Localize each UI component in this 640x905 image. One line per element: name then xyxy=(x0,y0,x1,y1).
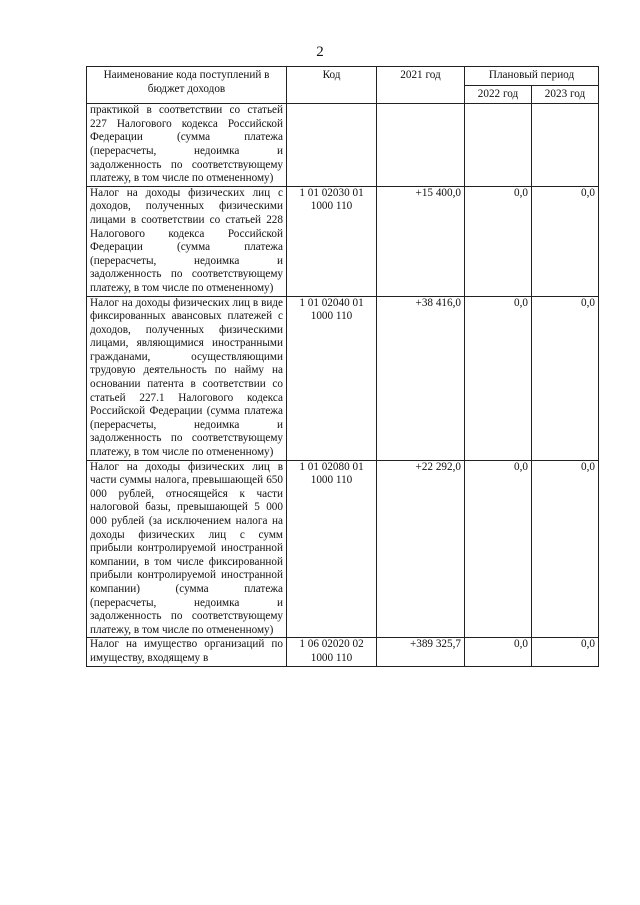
row-value-2022: 0,0 xyxy=(465,186,532,296)
row-value-2021: +389 325,7 xyxy=(377,638,465,666)
row-value-2021 xyxy=(377,104,465,187)
row-code: 1 01 02030 01 1000 110 xyxy=(287,186,377,296)
row-value-2023: 0,0 xyxy=(532,296,599,460)
header-name: Наименование кода поступлений в бюджет доходов xyxy=(87,67,287,104)
row-name: Налог на доходы физических лиц с доходов, полученных физическими лицами в соответствии со статьей 228 Налогового кодекса Российской Федерации (сумма платежа (перерасчеты, недоимка и задолженность по соответствующему платежу, в том числе по отмененному) xyxy=(87,186,287,296)
header-2022: 2022 год xyxy=(465,85,532,104)
row-code xyxy=(287,104,377,187)
row-name: Налог на доходы физических лиц в части суммы налога, превышающей 650 000 рублей, относящейся к части налоговой базы, превышающей 5 000 000 рублей (за исключением налога на доходы физических лиц с сумм прибыли контролируемой иностранной компании, в том числе фиксированной прибыли контролируемой иностранной компании) (сумма платежа (перерасчеты, недоимка и задолженность по соответствующему платежу, в том числе по отмененному) xyxy=(87,460,287,638)
table-row xyxy=(87,186,599,296)
header-row-top xyxy=(87,67,599,86)
row-value-2021: +38 416,0 xyxy=(377,296,465,460)
row-code: 1 06 02020 02 1000 110 xyxy=(287,638,377,666)
table-row xyxy=(87,296,599,460)
row-name: Налог на имущество организаций по имуществу, входящему в xyxy=(87,638,287,666)
row-value-2022: 0,0 xyxy=(465,460,532,638)
row-value-2021: +15 400,0 xyxy=(377,186,465,296)
row-value-2023: 0,0 xyxy=(532,638,599,666)
table-row xyxy=(87,638,599,666)
table-row xyxy=(87,104,599,187)
header-planning-period: Плановый период xyxy=(465,67,599,86)
header-2021: 2021 год xyxy=(377,67,465,104)
row-code: 1 01 02080 01 1000 110 xyxy=(287,460,377,638)
row-code: 1 01 02040 01 1000 110 xyxy=(287,296,377,460)
header-code: Код xyxy=(287,67,377,104)
row-value-2022: 0,0 xyxy=(465,296,532,460)
row-value-2023: 0,0 xyxy=(532,460,599,638)
row-name: практикой в соответствии со статьей 227 Налогового кодекса Российской Федерации (сумма платежа (перерасчеты, недоимка и задолженность по соответствующему платежу, в том числе по отмененному) xyxy=(87,104,287,187)
revenue-table xyxy=(86,66,599,667)
row-name: Налог на доходы физических лиц в виде фиксированных авансовых платежей с доходов, полученных физическими лицами, являющимися иностранными гражданами, осуществляющими трудовую деятельность по найму на основании патента в соответствии со статьей 227.1 Налогового кодекса Российской Федерации (сумма платежа (перерасчеты, недоимка и задолженность по соответствующему платежу, в том числе по отмененному) xyxy=(87,296,287,460)
header-2023: 2023 год xyxy=(532,85,599,104)
row-value-2021: +22 292,0 xyxy=(377,460,465,638)
row-value-2023 xyxy=(532,104,599,187)
row-value-2022 xyxy=(465,104,532,187)
row-value-2023: 0,0 xyxy=(532,186,599,296)
page-number: 2 xyxy=(316,44,324,60)
table-row xyxy=(87,460,599,638)
row-value-2022: 0,0 xyxy=(465,638,532,666)
